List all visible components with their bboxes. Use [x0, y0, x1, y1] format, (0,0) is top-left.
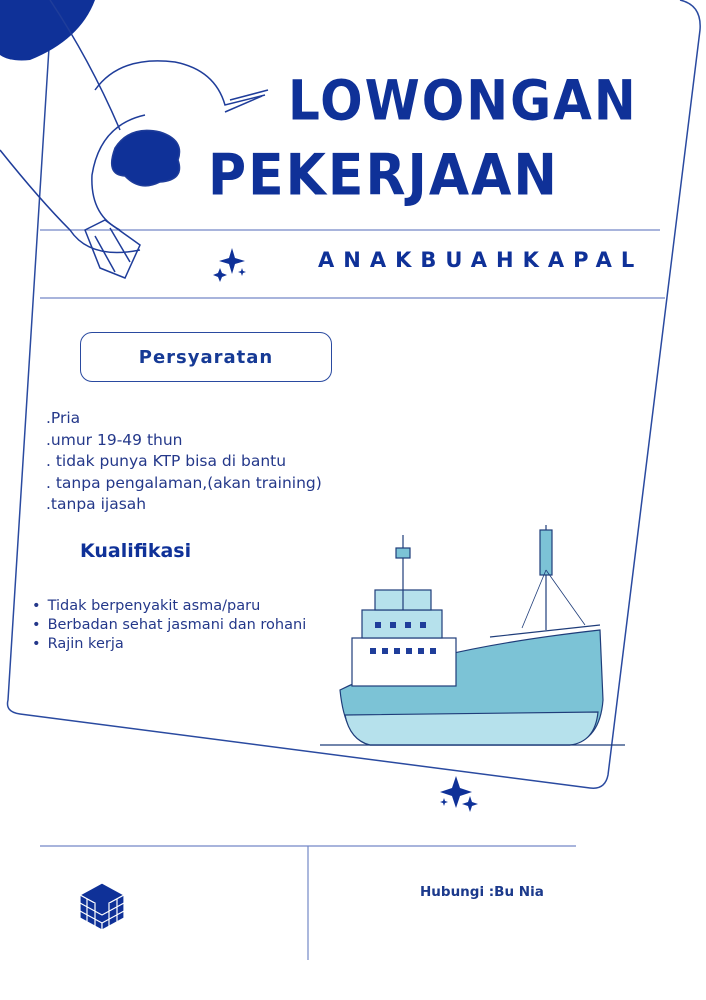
title-line-2: PEKERJAAN	[208, 143, 559, 209]
qualifications-heading: Kualifikasi	[80, 540, 192, 562]
list-item: . tidak punya KTP bisa di bantu	[46, 452, 287, 470]
list-item: • Tidak berpenyakit asma/paru	[32, 597, 306, 616]
list-item: .tanpa ijasah	[46, 495, 147, 513]
sparkle-icon	[213, 248, 246, 282]
cube-logo-icon	[80, 883, 124, 930]
list-item: . tanpa pengalaman,(akan training)	[46, 473, 322, 492]
list-item: .umur 19-49 thun	[46, 430, 183, 449]
contact-info: Hubungi :Bu Nia	[420, 884, 544, 900]
list-item: • Rajin kerja	[32, 635, 306, 654]
subtitle: ANAKBUAHKAPAL	[318, 248, 644, 272]
list-item: .Pria	[46, 409, 81, 427]
requirements-heading-label: Persyaratan	[138, 346, 274, 368]
person-illustration	[0, 0, 268, 278]
qualifications-list	[32, 597, 306, 654]
list-item: • Berbadan sehat jasmani dan rohani	[32, 616, 306, 635]
sparkle-icon	[440, 776, 478, 812]
requirements-heading	[80, 332, 332, 382]
ship-illustration	[320, 525, 625, 745]
requirements-list	[46, 408, 322, 516]
title-line-1: LOWONGAN	[288, 69, 638, 133]
